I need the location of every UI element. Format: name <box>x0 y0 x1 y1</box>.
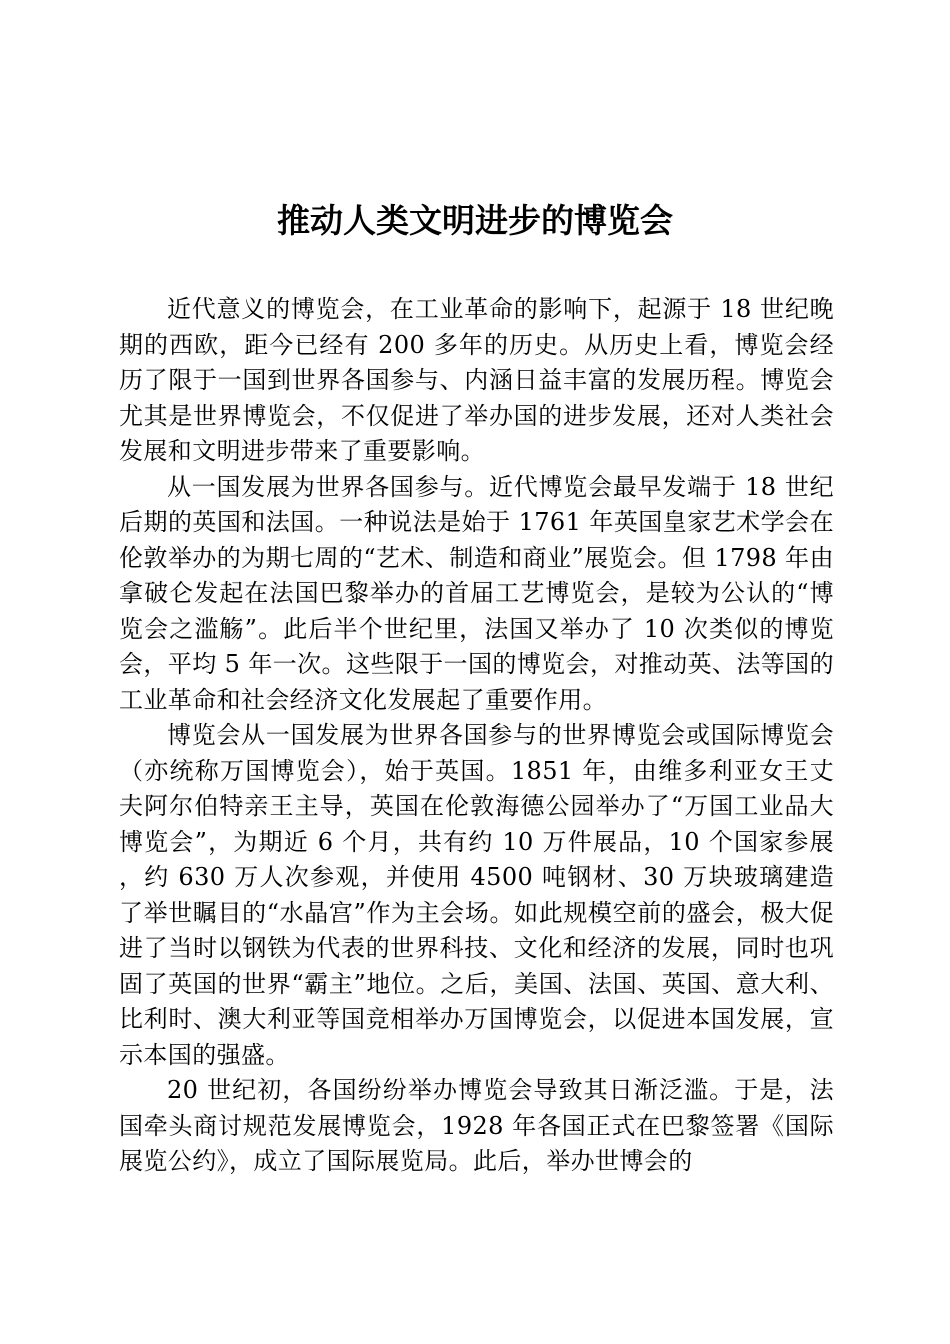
document-title: 推动人类文明进步的博览会 <box>277 201 673 240</box>
paragraph-3: 博览会从一国发展为世界各国参与的世界博览会或国际博览会（亦统称万国博览会），始于英国。1851 年，由维多利亚女王丈夫阿尔伯特亲王主导，英国在伦敦海德公园举办了“万国工业品大博览会”，为期近 6 个月，共有约 10 万件展品，10 个国家参展，约 630 万人次参观，并使用 4500 吨钢材、30 万块玻璃建造了举世瞩目的“水晶宫”作为主会场。如此规模空前的盛会，极大促进了当时以钢铁为代表的世界科技、文化和经济的发展，同时也巩固了英国的世界“霸主”地位。之后，美国、法国、英国、意大利、比利时、澳大利亚等国竞相举办万国博览会，以促进本国发展，宣示本国的强盛。 <box>119 721 834 1069</box>
paragraph-1: 近代意义的博览会，在工业革命的影响下，起源于 18 世纪晚期的西欧，距今已经有 200 多年的历史。从历史上看，博览会经历了限于一国到世界各国参与、内涵日益丰富的发展历程。博览会尤其是世界博览会，不仅促进了举办国的进步发展，还对人类社会发展和文明进步带来了重要影响。 <box>119 295 834 465</box>
document-body <box>119 292 834 1180</box>
paragraph-2: 从一国发展为世界各国参与。近代博览会最早发端于 18 世纪后期的英国和法国。一种说法是始于 1761 年英国皇家艺术学会在伦敦举办的为期七周的“艺术、制造和商业”展览会。但 1798 年由拿破仑发起在法国巴黎举办的首届工艺博览会，是较为公认的“博览会之滥觞”。此后半个世纪里，法国又举办了 10 次类似的博览会，平均 5 年一次。这些限于一国的博览会，对推动英、法等国的工业革命和社会经济文化发展起了重要作用。 <box>119 472 834 714</box>
paragraph-4: 20 世纪初，各国纷纷举办博览会导致其日渐泛滥。于是，法国牵头商讨规范发展博览会，1928 年各国正式在巴黎签署《国际展览公约》，成立了国际展览局。此后，举办世博会的 <box>119 1076 834 1175</box>
